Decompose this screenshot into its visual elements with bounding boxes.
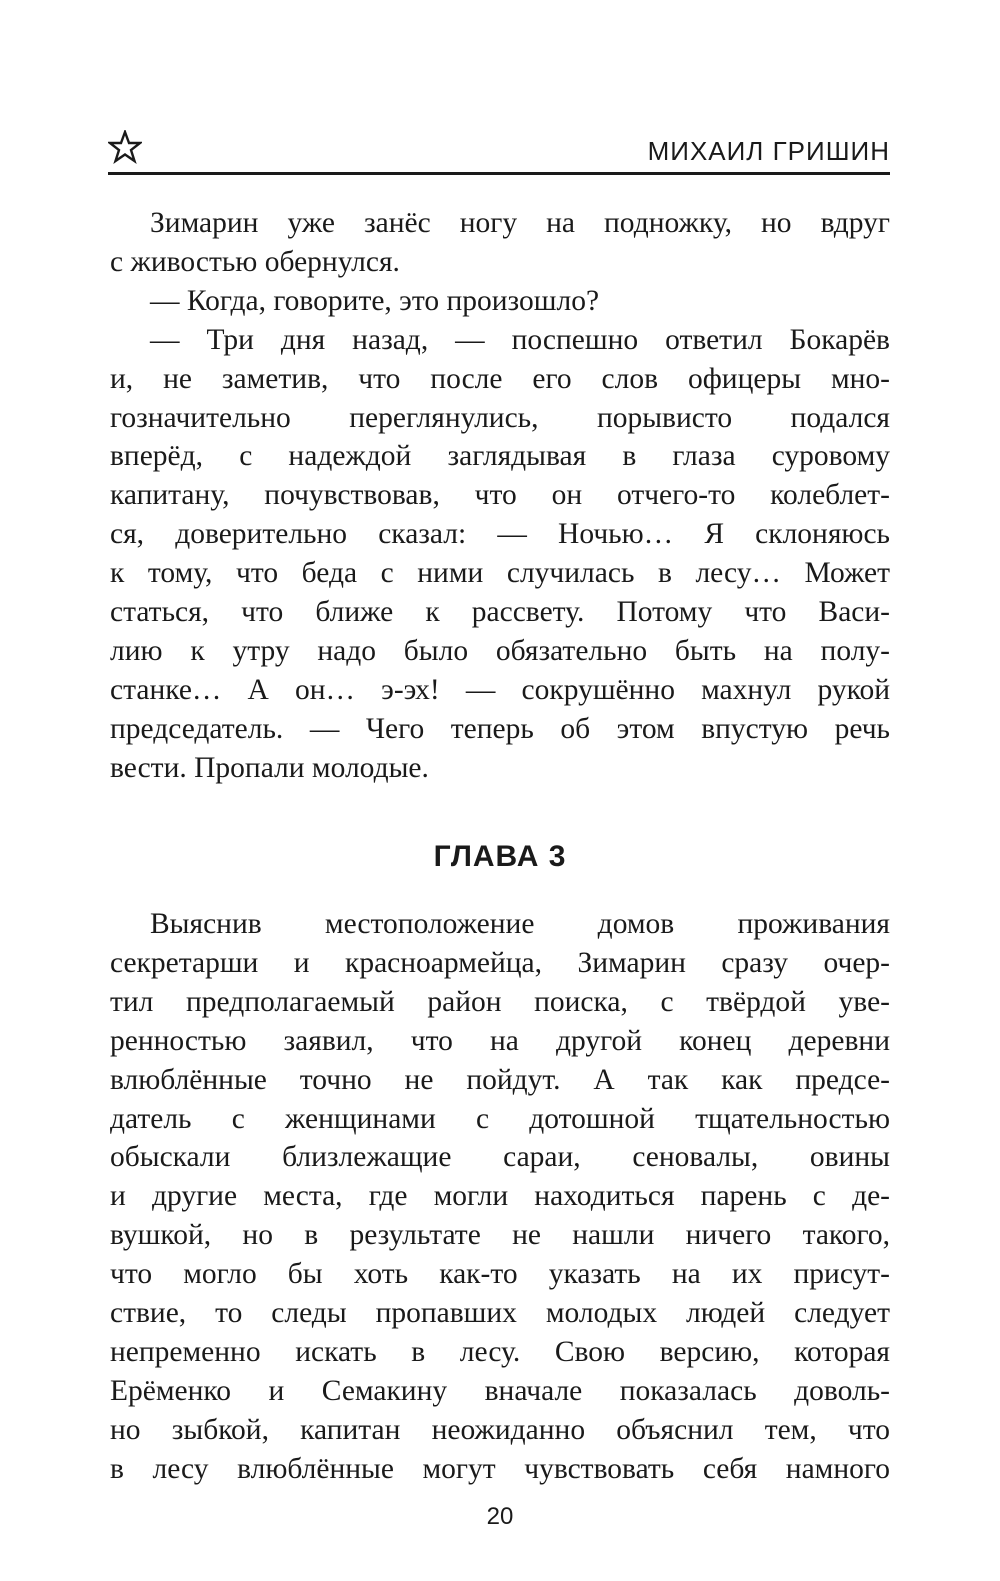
text-line: вести. Пропали молодые.	[110, 751, 429, 784]
text-line: влюблённые точно не пойдут. А так как предсе-	[110, 1063, 890, 1096]
text-line: станке… А он… э-эх! — сокрушённо махнул рукой	[110, 673, 890, 706]
text-line: и другие места, где могли находиться парень с де-	[110, 1180, 890, 1213]
text-line: Ерёменко и Семакину вначале показалась доволь-	[110, 1374, 890, 1407]
page-number: 20	[486, 1503, 514, 1530]
text-line: — Три дня назад, — поспешно ответил Бокарёв	[150, 323, 890, 356]
text-line: в лесу влюблённые могут чувствовать себя намного	[110, 1452, 890, 1485]
text-line: обыскали близлежащие сараи, сеновалы, овины	[110, 1141, 890, 1174]
text-line: тил предполагаемый район поиска, с твёрдой уве-	[110, 985, 890, 1018]
body-text-section-2	[110, 905, 890, 1489]
author-name: МИХАИЛ ГРИШИН	[647, 136, 890, 166]
header-rule	[108, 172, 890, 175]
text-line: председатель. — Чего теперь об этом впустую речь	[110, 712, 890, 745]
text-line: датель с женщинами с дотошной тщательностью	[110, 1102, 890, 1135]
star-outline-icon	[108, 130, 142, 164]
text-line: к тому, что беда с ними случилась в лесу… Может	[110, 557, 890, 590]
text-line: и, не заметив, что после его слов офицеры мно-	[110, 362, 890, 395]
text-line: секретарши и красноармейца, Зимарин сразу очер-	[110, 946, 890, 979]
text-line: ствие, то следы пропавших молодых людей следует	[110, 1297, 890, 1330]
text-line: капитану, почувствовав, что он отчего-то колеблет-	[110, 479, 890, 512]
body-text-section-1	[110, 204, 890, 788]
text-line: ся, доверительно сказал: — Ночью… Я склоняюсь	[110, 518, 890, 551]
text-line: вперёд, с надеждой заглядывая в глаза суровому	[110, 440, 890, 473]
text-line: Зимарин уже занёс ногу на подножку, но вдруг	[150, 207, 890, 239]
text-line: но зыбкой, капитан неожиданно объяснил тем, что	[110, 1413, 890, 1446]
text-line: вушкой, но в результате не нашли ничего такого,	[110, 1219, 890, 1252]
text-line: Выяснив местоположение домов проживания	[150, 908, 890, 940]
running-header	[108, 130, 890, 172]
text-line: с живостью обернулся.	[110, 245, 400, 278]
text-line: гозначительно переглянулись, порывисто подался	[110, 401, 890, 434]
text-line: что могло бы хоть как-то указать на их присут-	[110, 1258, 890, 1291]
text-line: лию к утру надо было обязательно быть на полу-	[110, 634, 890, 667]
text-line: непременно искать в лесу. Свою версию, которая	[110, 1335, 890, 1368]
text-line: статься, что ближе к рассвету. Потому что Васи-	[110, 596, 890, 629]
text-line: — Когда, говорите, это произошло?	[150, 284, 600, 317]
text-line: ренностью заявил, что на другой конец деревни	[110, 1024, 890, 1057]
chapter-title: ГЛАВА 3	[433, 840, 567, 873]
